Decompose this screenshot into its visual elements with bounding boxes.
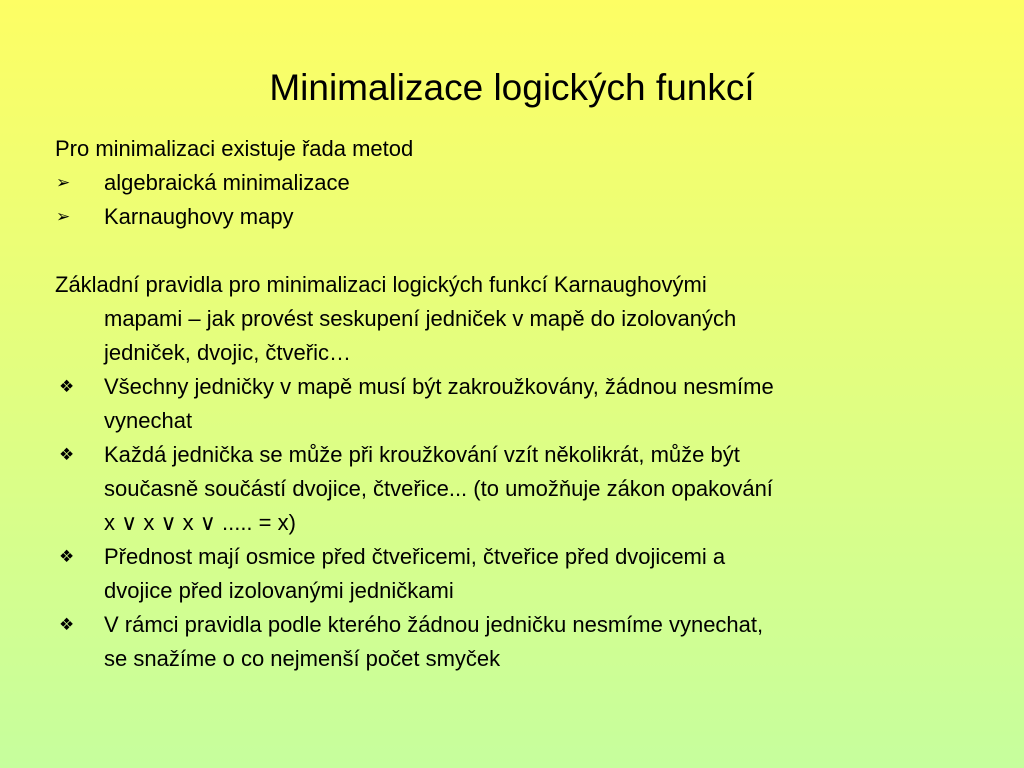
- list-item-label: Karnaughovy mapy: [104, 204, 294, 229]
- list-item-rule: [55, 540, 985, 608]
- rule-line: [55, 608, 985, 642]
- diamond-bullet-icon: [59, 438, 74, 472]
- rule-line: současně součástí dvojice, čtveřice... (to umožňuje zákon opakování: [104, 476, 773, 501]
- list-item-rule: [55, 370, 985, 438]
- rule-text: Každá jednička se může při kroužkování vzít několikrát, může být: [104, 442, 740, 467]
- list-item-method: [55, 200, 985, 234]
- paragraph-line: mapami – jak provést seskupení jedniček v mapě do izolovaných: [104, 306, 737, 331]
- paragraph-line: jedniček, dvojic, čtveřic…: [104, 340, 351, 365]
- list-item-rule: [55, 608, 985, 676]
- list-item-rule: [55, 438, 985, 540]
- rule-line: se snažíme o co nejmenší počet smyček: [104, 646, 501, 671]
- diamond-bullet-icon: [59, 608, 74, 642]
- arrow-bullet-icon: [56, 200, 70, 234]
- paragraph-line: Základní pravidla pro minimalizaci logických funkcí Karnaughovými: [55, 272, 707, 297]
- rule-line: x ∨ x ∨ x ∨ ..... = x): [104, 510, 296, 535]
- list-item-method: [55, 166, 985, 200]
- blank-line: [55, 234, 985, 268]
- slide-title: Minimalizace logických funkcí: [269, 67, 755, 108]
- rule-text: V rámci pravidla podle kterého žádnou jedničku nesmíme vynechat,: [104, 612, 764, 637]
- rule-line: [55, 540, 985, 574]
- arrow-bullet-icon: [56, 166, 70, 200]
- slide-body: [55, 132, 985, 676]
- rule-line: vynechat: [104, 408, 193, 433]
- diamond-bullet-icon: [59, 540, 74, 574]
- rules-intro: [55, 268, 985, 370]
- methods-intro: Pro minimalizaci existuje řada metod: [55, 136, 414, 161]
- rule-line: [55, 370, 985, 404]
- rule-line: [55, 438, 985, 472]
- rule-text: Všechny jedničky v mapě musí být zakroužkovány, žádnou nesmíme: [104, 374, 774, 399]
- diamond-bullet-icon: [59, 370, 74, 404]
- list-item-label: algebraická minimalizace: [104, 170, 350, 195]
- rule-line: dvojice před izolovanými jedničkami: [104, 578, 454, 603]
- rule-text: Přednost mají osmice před čtveřicemi, čtveřice před dvojicemi a: [104, 544, 726, 569]
